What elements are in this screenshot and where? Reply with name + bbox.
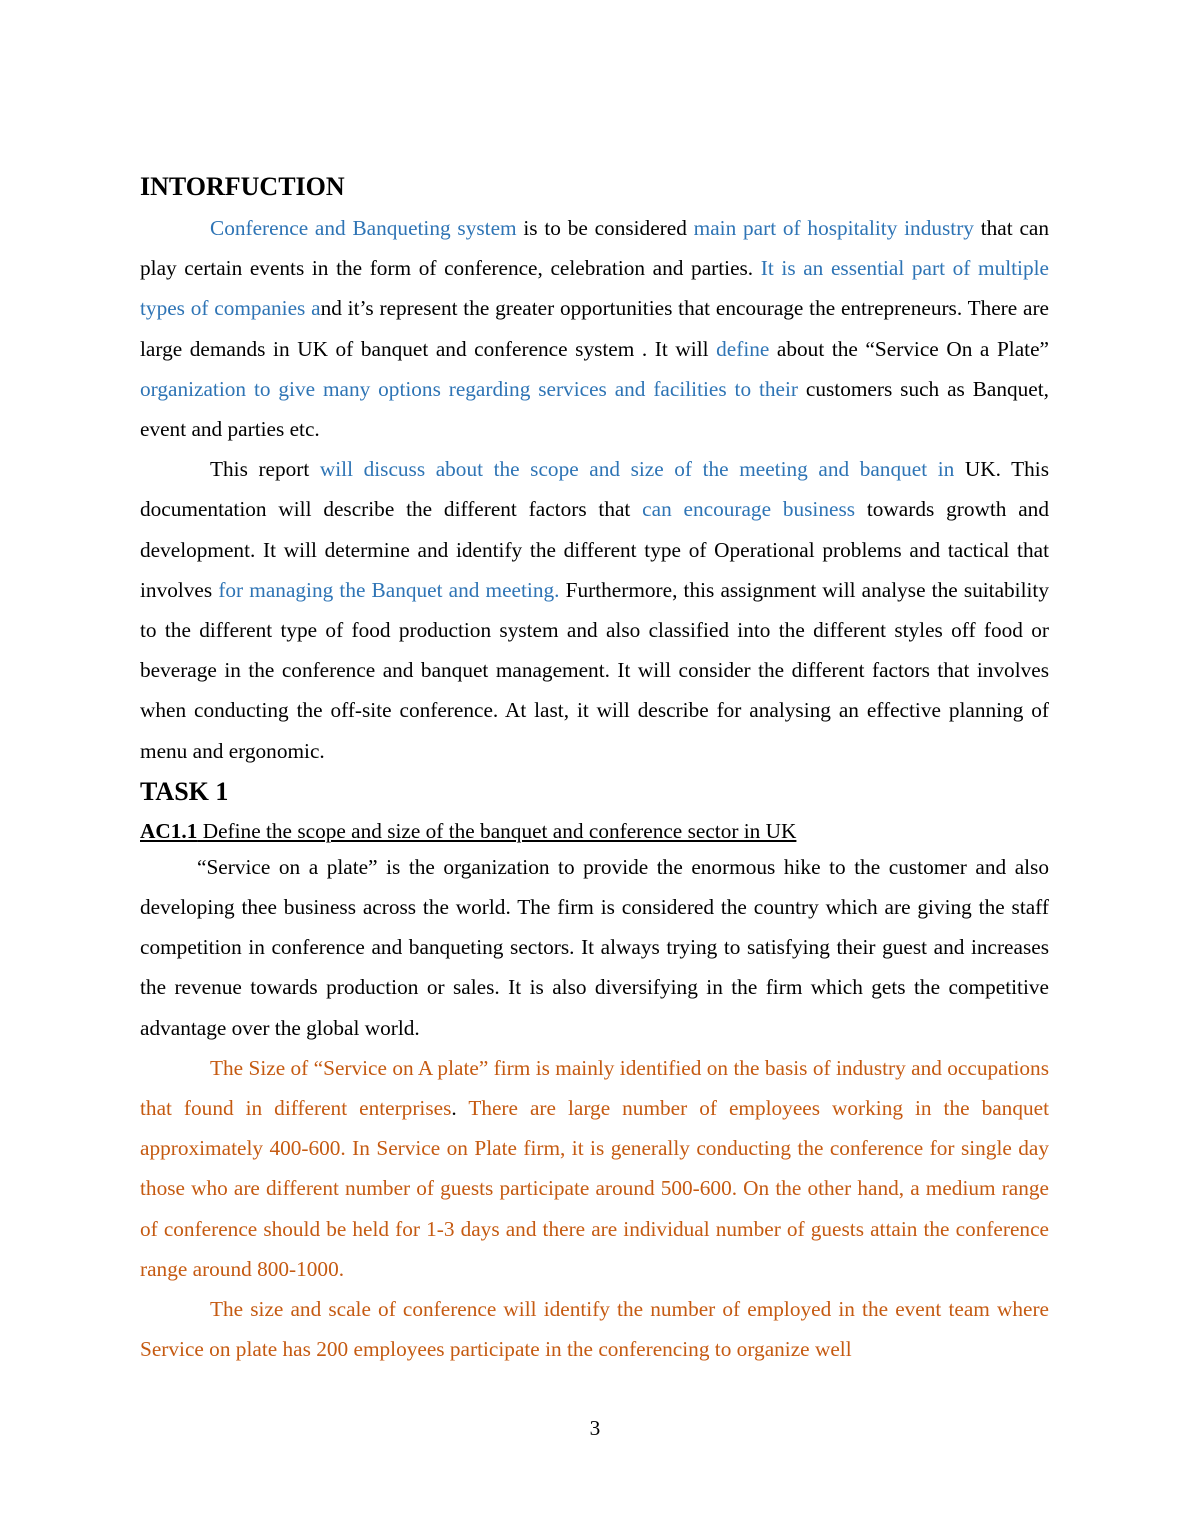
document-page: [140, 168, 1049, 1369]
text-run: main part of hospitality industry: [693, 216, 974, 240]
text-run: Furthermore, this assignment will analyse the suitability to the different type of food production system and also classified into the different styles off food or beverage in the conference and banquet management. It will consider the different factors that involves when conducting the off-site conference. At last, it will describe for analysing an effective planning of menu and ergonomic.: [140, 577, 1050, 763]
ac-subheading: [140, 815, 1049, 847]
text-run: nd it’s represent the greater opportunities that encourage the entrepreneurs. There are large demands in UK of banquet and conference system . It will: [140, 296, 1049, 361]
text-run: .: [451, 1096, 457, 1121]
intro-heading: INTORFUCTION: [140, 172, 345, 201]
text-run: It is an essential part of multiple types of companies a: [140, 256, 1049, 321]
text-run: The Size of “Service on A plate” firm is mainly identified on the basis of industry and occupations that found in different enterprises: [140, 1055, 1049, 1121]
text-run: UK. This documentation will describe the different factors that: [140, 457, 1049, 522]
text-run: define: [716, 336, 770, 361]
paragraph: [140, 1289, 1049, 1369]
ac-code: AC1.1: [140, 818, 198, 843]
task-heading: TASK 1: [140, 776, 229, 806]
intro-section: [140, 208, 1049, 771]
text-run: “Service on a plate” is the organization to provide the enormous hike to the customer and also developing thee business across the world. The firm is considered the country which are giving the staff competition in conference and banqueting sectors. It always trying to satisfying their guest and increases the revenue towards production or sales. It is also diversifying in the firm which gets the competitive advantage over the global world.: [140, 854, 1049, 1040]
task-section: [140, 847, 1049, 1370]
text-run: can encourage business: [642, 497, 856, 522]
text-run: organization to give many options regarding services and facilities to their: [140, 376, 799, 401]
text-run: for managing the Banquet and meeting.: [218, 577, 560, 602]
paragraph: [140, 1048, 1049, 1289]
paragraph: [140, 847, 1049, 1048]
text-run: towards growth and development. It will determine and identify the different type of Operational problems and tactical that involves: [140, 497, 1049, 602]
ac-title: Define the scope and size of the banquet and conference sector in UK: [197, 818, 797, 843]
text-run: about the “Service On a Plate”: [769, 336, 1049, 361]
text-run: The size and scale of conference will identify the number of employed in the event team where Service on plate has 200 employees participate in the conferencing to organize well: [140, 1297, 1049, 1362]
paragraph: [140, 208, 1049, 449]
page-number: 3: [589, 1416, 601, 1440]
text-run: is to be considered: [516, 216, 694, 240]
text-run: that can play certain events in the form of conference, celebration and parties.: [140, 216, 1049, 281]
text-run: Conference and Banqueting system: [210, 216, 517, 240]
text-run: will discuss about the scope and size of the meeting and banquet in: [319, 457, 955, 482]
paragraph: [140, 449, 1049, 771]
text-run: customers such as Banquet, event and parties etc.: [140, 376, 1049, 442]
text-run: There are large number of employees working in the banquet approximately 400-600. In Service on Plate firm, it is generally conducting the conference for single day those who are different number of guests participate around 500-600. On the other hand, a medium range of conference should be held for 1-3 days and there are individual number of guests attain the conference range around 800-1000.: [140, 1096, 1049, 1281]
text-run: This report: [210, 457, 320, 482]
